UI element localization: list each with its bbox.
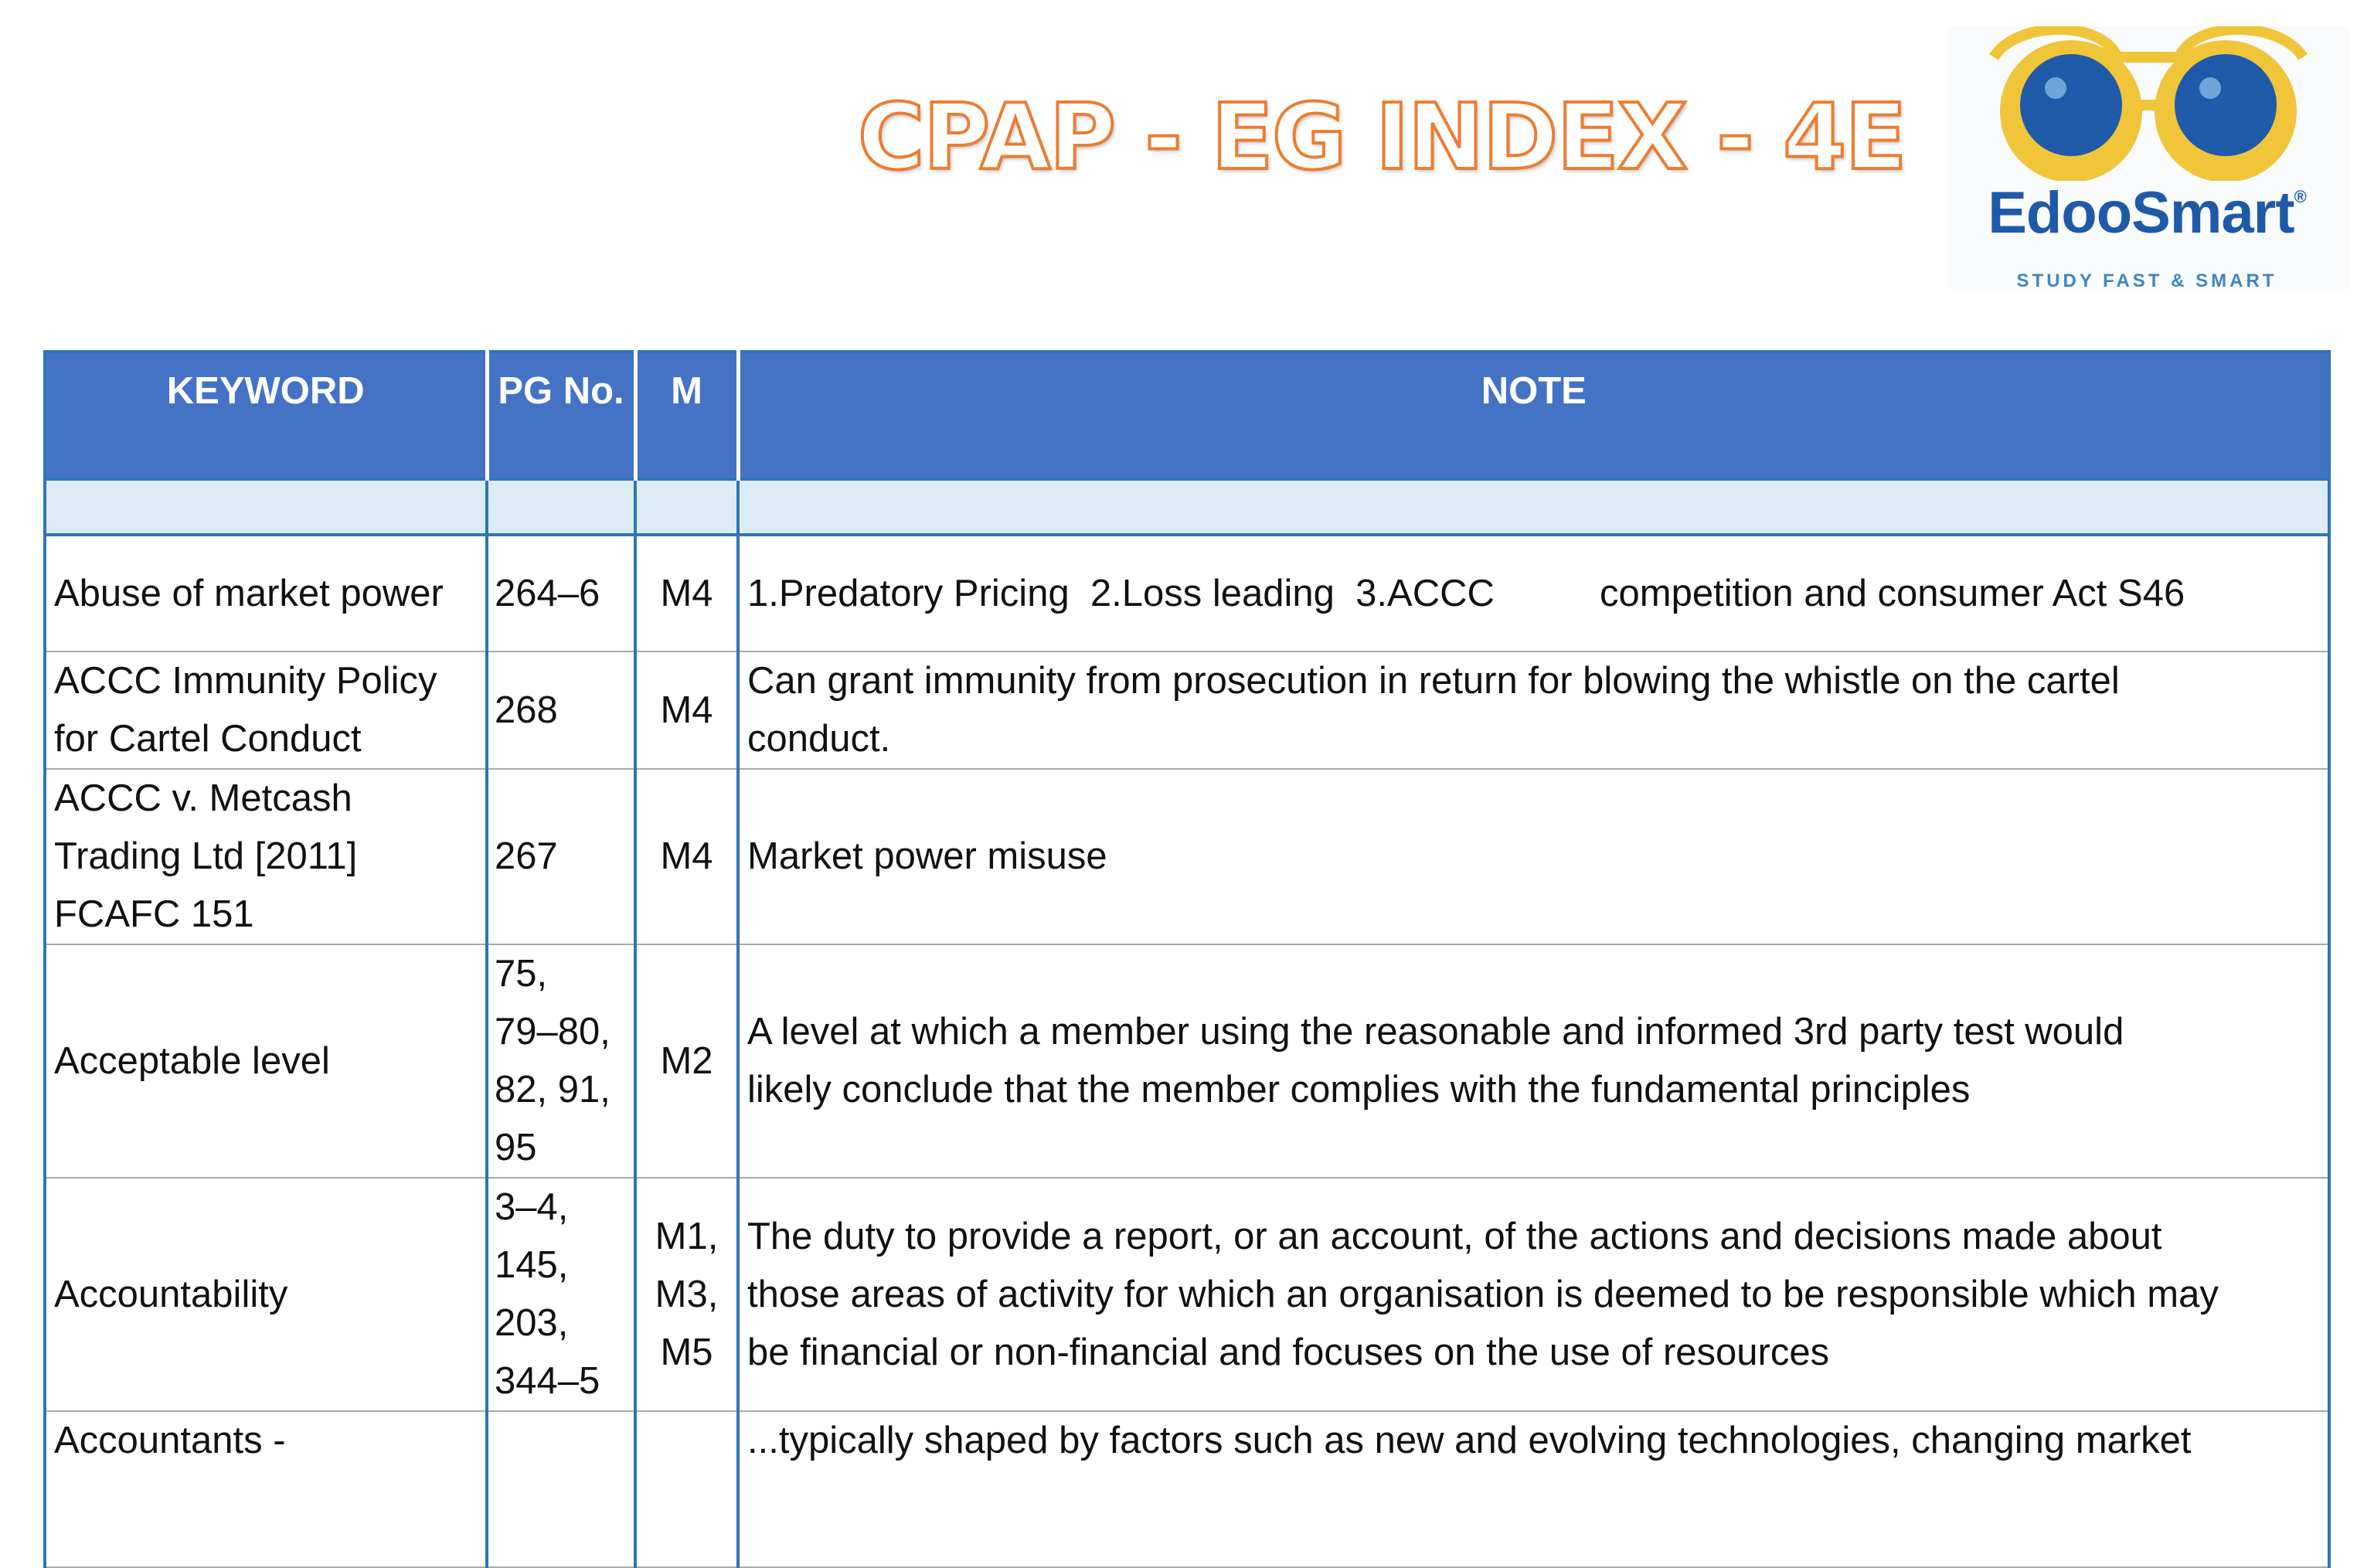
page-title: CPAP - EG INDEX - 4E <box>858 83 1906 190</box>
column-header-keyword: KEYWORD <box>45 352 487 479</box>
page-cell: 268 <box>487 651 635 769</box>
table-row <box>45 1411 2329 1567</box>
index-table <box>43 350 2331 1568</box>
column-header-note: NOTE <box>738 352 2329 479</box>
page-cell: 75, 79–80, 82, 91, 95 <box>487 944 635 1178</box>
column-header-page: PG No. <box>487 352 635 479</box>
note-cell: A level at which a member using the reasonable and informed 3rd party test would likely conclude that the member complies with the fundamental principles <box>738 944 2329 1178</box>
header-row <box>45 352 2329 479</box>
note-cell: The duty to provide a report, or an account, of the actions and decisions made about those areas of activity for which an organisation is deemed to be responsible which may be financial or non-financial and focuses on the use of resources <box>738 1178 2329 1411</box>
note-cell: Can grant immunity from prosecution in return for blowing the whistle on the cartel conduct. <box>738 651 2329 769</box>
module-cell: M4 <box>635 651 738 769</box>
keyword-cell: ACCC Immunity Policy for Cartel Conduct <box>45 651 487 769</box>
keyword-cell: ACCC v. Metcash Trading Ltd [2011] FCAFC 151 <box>45 769 487 944</box>
module-cell: M4 <box>635 769 738 944</box>
band-cell <box>45 479 487 535</box>
logo-name: EdooSmart <box>1988 180 2294 246</box>
note-cell: 1.Predatory Pricing 2.Loss leading 3.ACCC competition and consumer Act S46 <box>738 535 2329 651</box>
table-row <box>45 1178 2329 1411</box>
keyword-cell: Acceptable level <box>45 944 487 1178</box>
note-cell: Market power misuse <box>738 769 2329 944</box>
logo <box>1947 26 2349 289</box>
keyword-cell: Accountants - <box>45 1411 487 1567</box>
logo-wordmark <box>1961 179 2332 247</box>
table-row <box>45 651 2329 769</box>
module-cell: M4 <box>635 535 738 651</box>
filter-band-row <box>45 479 2329 535</box>
page-cell: 264–6 <box>487 535 635 651</box>
keyword-cell: Accountability <box>45 1178 487 1411</box>
page-cell: 267 <box>487 769 635 944</box>
table-row <box>45 769 2329 944</box>
logo-tagline: STUDY FAST & SMART <box>2016 270 2277 291</box>
module-cell: M2 <box>635 944 738 1178</box>
page-cell <box>487 1411 635 1567</box>
table-row <box>45 535 2329 651</box>
table-row <box>45 944 2329 1178</box>
module-cell: M1, M3, M5 <box>635 1178 738 1411</box>
column-header-module: M <box>635 352 738 479</box>
band-cell <box>738 479 2329 535</box>
keyword-cell: Abuse of market power <box>45 535 487 651</box>
band-cell <box>635 479 738 535</box>
glasses-logo-icon <box>1947 26 2349 181</box>
note-cell: ...typically shaped by factors such as new and evolving technologies, changing market <box>738 1411 2329 1567</box>
band-cell <box>487 479 635 535</box>
module-cell <box>635 1411 738 1567</box>
page-cell: 3–4, 145, 203, 344–5 <box>487 1178 635 1411</box>
registered-mark: ® <box>2294 187 2306 206</box>
